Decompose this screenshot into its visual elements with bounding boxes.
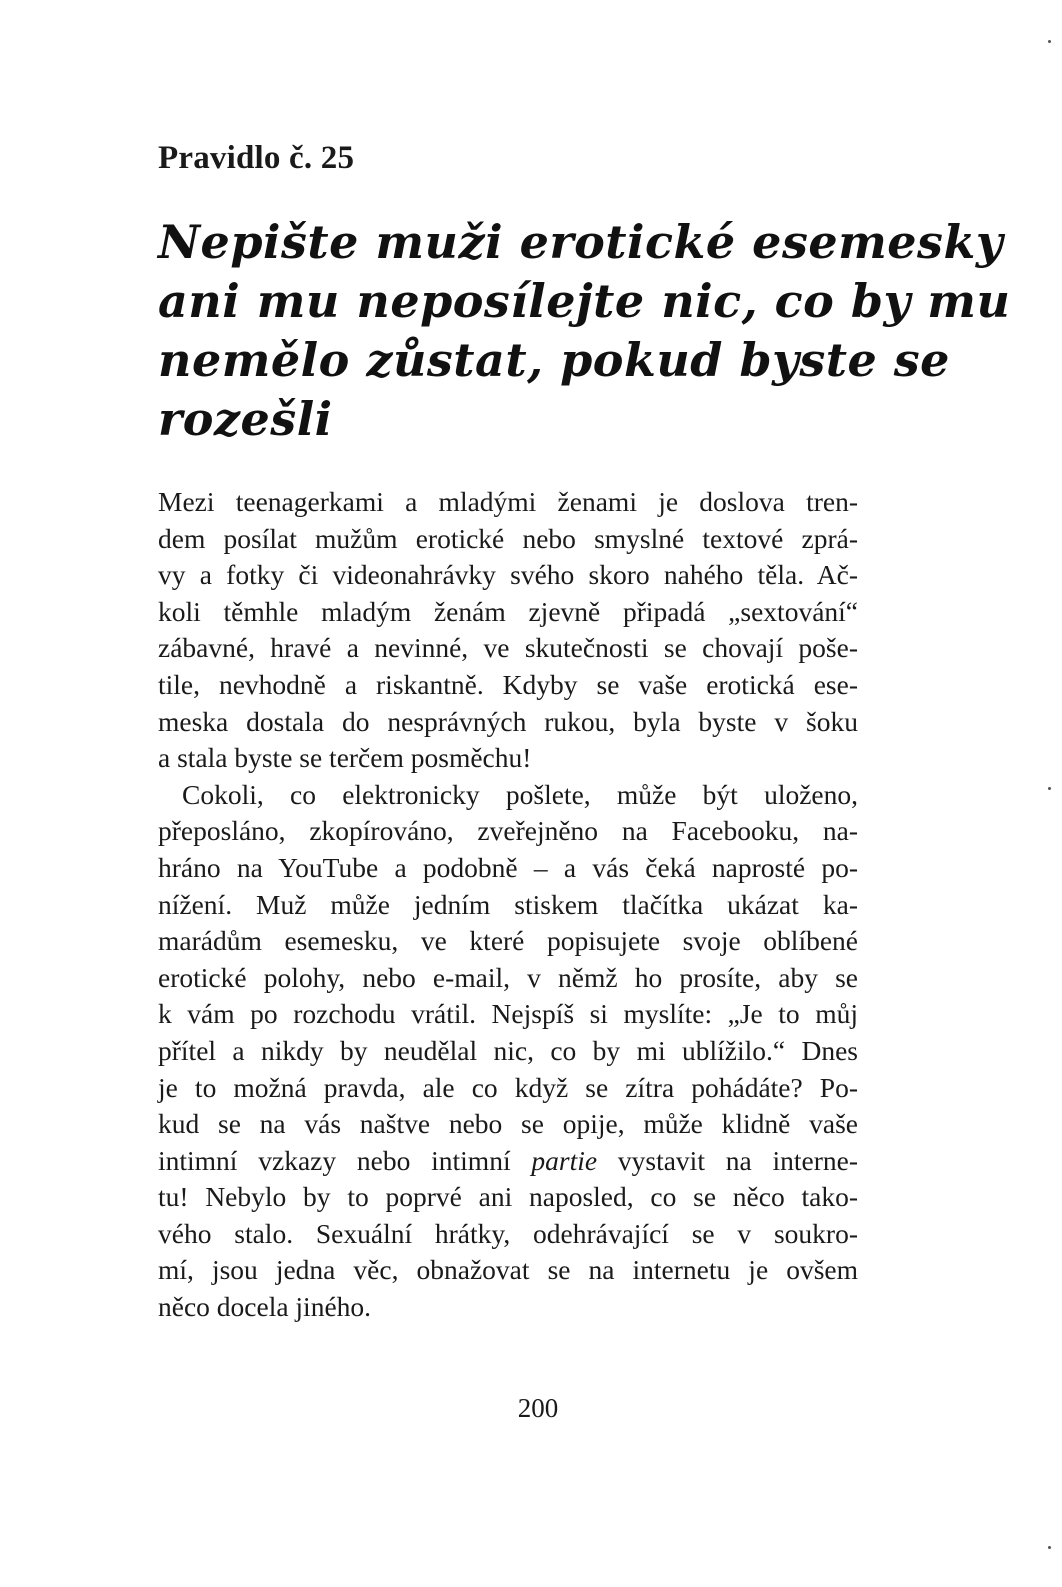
text-line: zábavné, hravé a nevinné, ve skutečnosti se chovají poše- [158,632,858,664]
text-line: něco docela jiného. [158,1291,372,1323]
scan-mark [1048,40,1051,43]
text-line: přítel a nikdy by neudělal nic, co by mi ublížilo.“ Dnes [158,1034,858,1066]
text-line-with-italic [158,1143,858,1180]
text-line: erotické polohy, nebo e-mail, v němž ho prosíte, aby se [158,961,858,993]
text-line: nížení. Muž může jedním stiskem tlačítka ukázat ka- [158,888,858,920]
rule-title [158,213,1011,449]
text-line: kud se na vás naštve nebo se opije, může klidně vaše [158,1108,858,1140]
text-line: k vám po rozchodu vrátil. Nejspíš si myslíte: „Je to můj [158,998,858,1030]
italic-word: partie [531,1144,598,1176]
text-line: vy a fotky či videonahrávky svého skoro nahého těla. Ač- [158,559,858,591]
scan-mark [1048,1546,1051,1549]
text-line: hráno na YouTube a podobně – a vás čeká naprosté po- [158,851,858,883]
text-line: tile, nevhodně a riskantně. Kdyby se vaše erotická ese- [158,668,858,700]
text-line: meska dostala do nesprávných rukou, byla byste v šoku [158,705,858,737]
rule-title-line: rozešli [158,392,333,446]
text-line: mí, jsou jedna věc, obnažovat se na internetu je ovšem [158,1254,858,1286]
text-line: dem posílat mužům erotické nebo smyslné textové zprá- [158,522,858,554]
rule-title-line: Nepište muži erotické esemesky [158,215,1004,269]
text-line: vého stalo. Sexuální hrátky, odehrávající se v soukro- [158,1217,858,1249]
paragraph-2 [158,777,858,1326]
page-number: 200 [517,1393,559,1423]
text-fragment: intimní vzkazy nebo intimní [158,1144,532,1176]
text-fragment: vystavit na interne- [597,1144,859,1176]
paragraph-1 [158,484,858,777]
text-line: Cokoli, co elektronicky pošlete, může být uloženo, [182,778,858,810]
scan-mark [1048,787,1051,790]
text-line: marádům esemesku, ve které popisujete svoje oblíbené [158,925,858,957]
text-line: Mezi teenagerkami a mladými ženami je doslova tren- [158,486,858,517]
rule-label: Pravidlo č. 25 [158,140,355,176]
text-line: tu! Nebylo by to poprvé ani naposled, co se něco tako- [158,1181,858,1213]
text-line: a stala byste se terčem posměchu! [158,742,532,774]
text-line: koli těmhle mladým ženám zjevně připadá „sextování“ [158,595,858,627]
rule-title-line: nemělo zůstat, pokud byste se [158,333,950,387]
text-line: je to možná pravda, ale co když se zítra pohádáte? Po- [158,1071,858,1103]
body-text [158,484,858,1326]
rule-title-line: ani mu neposílejte nic, co by mu [158,274,1011,328]
text-line: přeposláno, zkopírováno, zveřejněno na Facebooku, na- [158,815,858,847]
